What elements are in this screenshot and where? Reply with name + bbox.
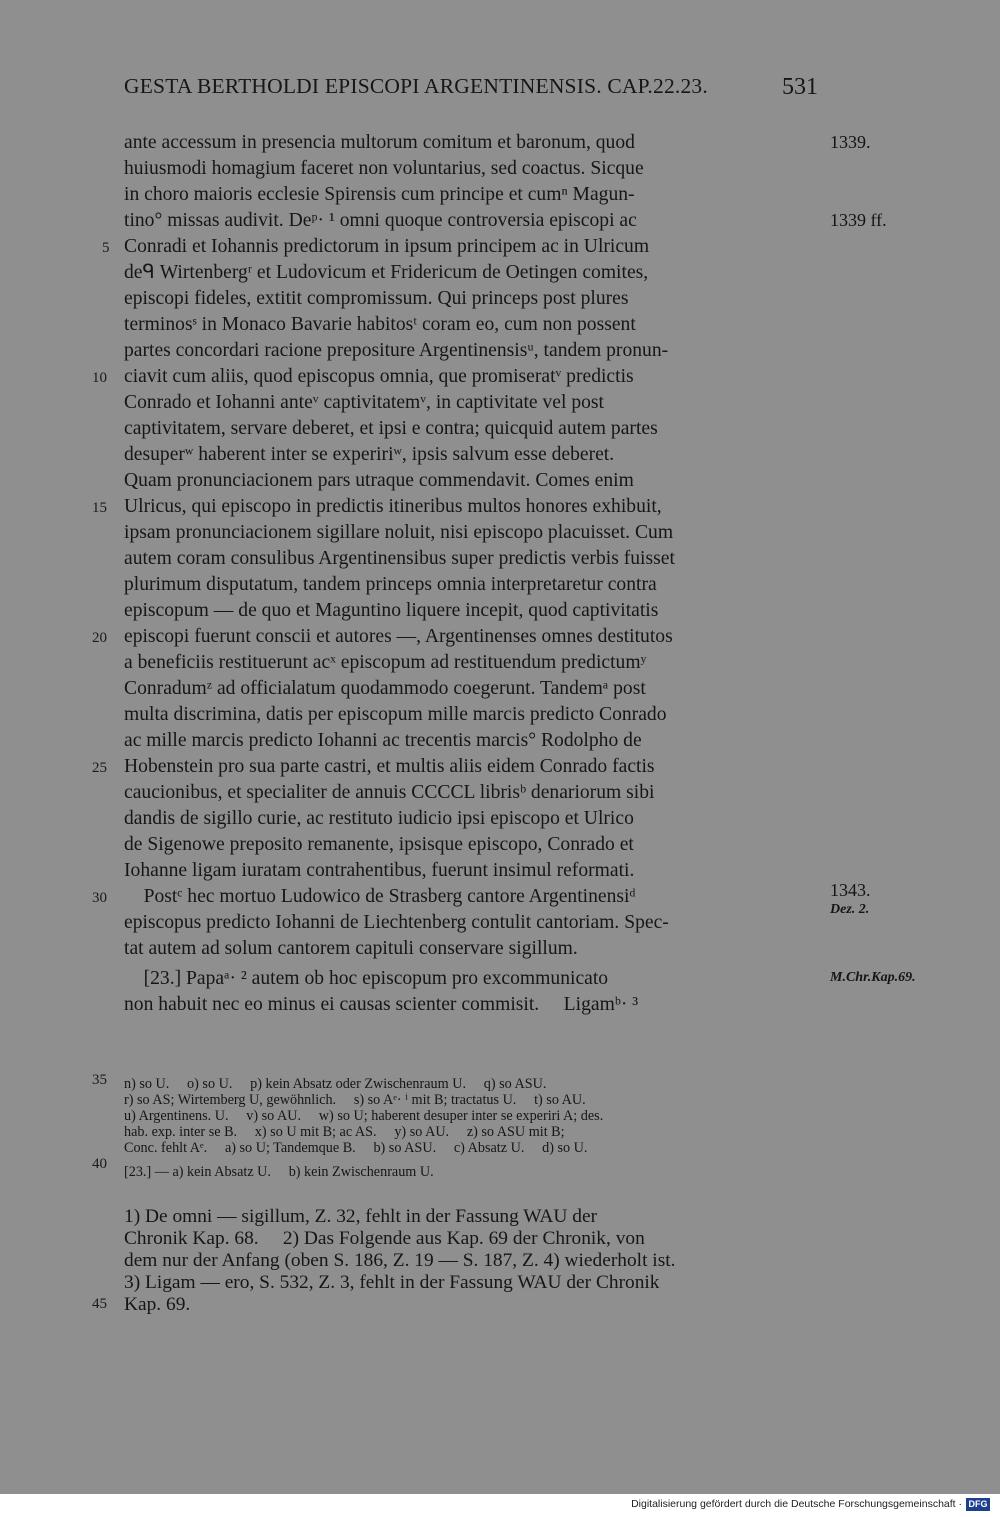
line-number: 45 — [92, 1296, 107, 1312]
note-line: Kap. 69. — [124, 1294, 191, 1315]
text-line: Quam pronunciacionem pars utraque commendavit. Comes enim — [124, 470, 634, 491]
text-line: ante accessum in presencia multorum comitum et baronum, quod — [124, 132, 635, 153]
note-line: Chronik Kap. 68. 2) Das Folgende aus Kap. 69 der Chronik, von — [124, 1228, 645, 1249]
text-line: ac mille marcis predicto Iohanni ac trecentis marcis° Rodolpho de — [124, 730, 642, 751]
margin-date: Dez. 2. — [830, 902, 870, 917]
text-line: Iohanne ligam iuratam contrahentibus, fuerunt insimul reformati. — [124, 860, 635, 881]
text-line: [23.] Papaᵃ· ² autem ob hoc episcopum pro excommunicato — [124, 968, 609, 989]
text-line: huiusmodi homagium faceret non voluntarius, sed coactus. Sicque — [124, 158, 644, 179]
note-line: 1) De omni — sigillum, Z. 32, fehlt in der Fassung WAU der — [124, 1206, 598, 1227]
text-line: terminosˢ in Monaco Bavarie habitosᵗ coram eo, cum non possent — [124, 314, 636, 335]
footnote-line: [23.] — a) kein Absatz U. b) kein Zwischenraum U. — [124, 1164, 434, 1180]
text-line: episcopi fuerunt conscii et autores —, Argentinenses omnes destitutos — [124, 626, 673, 647]
text-line: dandis de sigillo curie, ac restituto iudicio ipsi episcopo et Ulrico — [124, 808, 634, 829]
text-line: Postᶜ hec mortuo Ludowico de Strasberg cantore Argentinensiᵈ — [124, 886, 636, 907]
footnote-line: r) so AS; Wirtemberg U, gewöhnlich. s) so Aᵉ· ⁱ mit B; tractatus U. t) so AU. — [124, 1092, 586, 1108]
text-line: caucionibus, et specialiter de annuis CCCCL librisᵇ denariorum sibi — [124, 782, 655, 803]
page-number: 531 — [782, 74, 818, 100]
text-line: autem coram consulibus Argentinensibus super predictis verbis fuisset — [124, 548, 675, 569]
text-line: plurimum disputatum, tandem princeps omnia interpretaretur contra — [124, 574, 657, 595]
text-line: episcopus predicto Iohanni de Liechtenberg contulit cantoriam. Spec- — [124, 912, 669, 933]
margin-year: 1343. — [830, 880, 871, 900]
running-title: GESTA BERTHOLDI EPISCOPI ARGENTINENSIS. CAP.22.23. — [124, 74, 708, 98]
line-number: 35 — [92, 1072, 107, 1088]
footnote-line: u) Argentinens. U. v) so AU. w) so U; haberent desuper inter se experiri A; des. — [124, 1108, 604, 1124]
text-line: ciavit cum aliis, quod episcopus omnia, que promiseratᵛ predictis — [124, 366, 634, 387]
text-line: desuperʷ haberent inter se expeririʷ, ipsis salvum esse deberet. — [124, 444, 615, 465]
line-number: 20 — [92, 630, 107, 646]
text-line: de Sigenowe preposito remanente, ipsisque episcopo, Conrado et — [124, 834, 634, 855]
text-line: a beneficiis restituerunt acˣ episcopum ad restituendum predictumʸ — [124, 652, 647, 673]
text-line: ipsam pronunciacionem sigillare noluit, nisi episcopo placuisset. Cum — [124, 522, 674, 543]
text-line: tino° missas audivit. Deᵖ· ¹ omni quoque controversia episcopi ac — [124, 210, 637, 231]
text-line: partes concordari racione prepositure Argentinensisᵘ, tandem pronun- — [124, 340, 669, 361]
text-line: episcopum — de quo et Maguntino liquere incepit, quod captivitatis — [124, 600, 659, 621]
text-line: in choro maioris ecclesie Spirensis cum principe et cumⁿ Magun- — [124, 184, 635, 205]
footnote-line: hab. exp. inter se B. x) so U mit B; ac AS. y) so AU. z) so ASU mit B; — [124, 1124, 565, 1140]
digitization-credit: Digitalisierung gefördert durch die Deutsche Forschungsgemeinschaft · — [631, 1498, 962, 1510]
footnote-line: n) so U. o) so U. p) kein Absatz oder Zwischenraum U. q) so ASU. — [124, 1076, 547, 1092]
text-line: captivitatem, servare deberet, et ipsi e contra; quicquid autem partes — [124, 418, 658, 439]
text-line: Hobenstein pro sua parte castri, et multis aliis eidem Conrado factis — [124, 756, 655, 777]
text-line: deᑫ Wirtenbergʳ et Ludovicum et Fridericum de Oetingen comites, — [124, 262, 649, 283]
line-number: 15 — [92, 500, 107, 516]
line-number: 10 — [92, 370, 107, 386]
note-line: 3) Ligam — ero, S. 532, Z. 3, fehlt in der Fassung WAU der Chronik — [124, 1272, 660, 1293]
text-line: multa discrimina, datis per episcopum mille marcis predicto Conrado — [124, 704, 667, 725]
margin-year: 1339. — [830, 132, 871, 152]
line-number: 5 — [102, 240, 110, 256]
line-number: 30 — [92, 890, 107, 906]
line-number: 25 — [92, 760, 107, 776]
margin-year: 1339 ff. — [830, 210, 887, 230]
text-line: episcopi fideles, extitit compromissum. Qui princeps post plures — [124, 288, 629, 309]
line-number: 40 — [92, 1156, 107, 1172]
text-line: Conradumᶻ ad officialatum quodammodo coegerunt. Tandemᵃ post — [124, 678, 646, 699]
text-line: Conrado et Iohanni anteᵛ captivitatemᵛ, in captivitate vel post — [124, 392, 604, 413]
text-line: Conradi et Iohannis predictorum in ipsum principem ac in Ulricum — [124, 236, 650, 257]
text-line: Ulricus, qui episcopo in predictis itineribus multos honores exhibuit, — [124, 496, 662, 517]
text-line: non habuit nec eo minus ei causas scienter commisit. Ligamᵇ· ³ — [124, 994, 639, 1015]
footnote-line: Conc. fehlt Aᵉ. a) so U; Tandemque B. b) so ASU. c) Absatz U. d) so U. — [124, 1140, 588, 1156]
text-line: tat autem ad solum cantorem capituli conservare sigillum. — [124, 938, 578, 959]
note-line: dem nur der Anfang (oben S. 186, Z. 19 — S. 187, Z. 4) wiederholt ist. — [124, 1250, 676, 1271]
dfg-logo-icon: DFG — [966, 1498, 990, 1511]
footer-bar — [0, 1494, 1000, 1517]
margin-chronik-ref: M.Chr.Kap.69. — [830, 970, 916, 985]
